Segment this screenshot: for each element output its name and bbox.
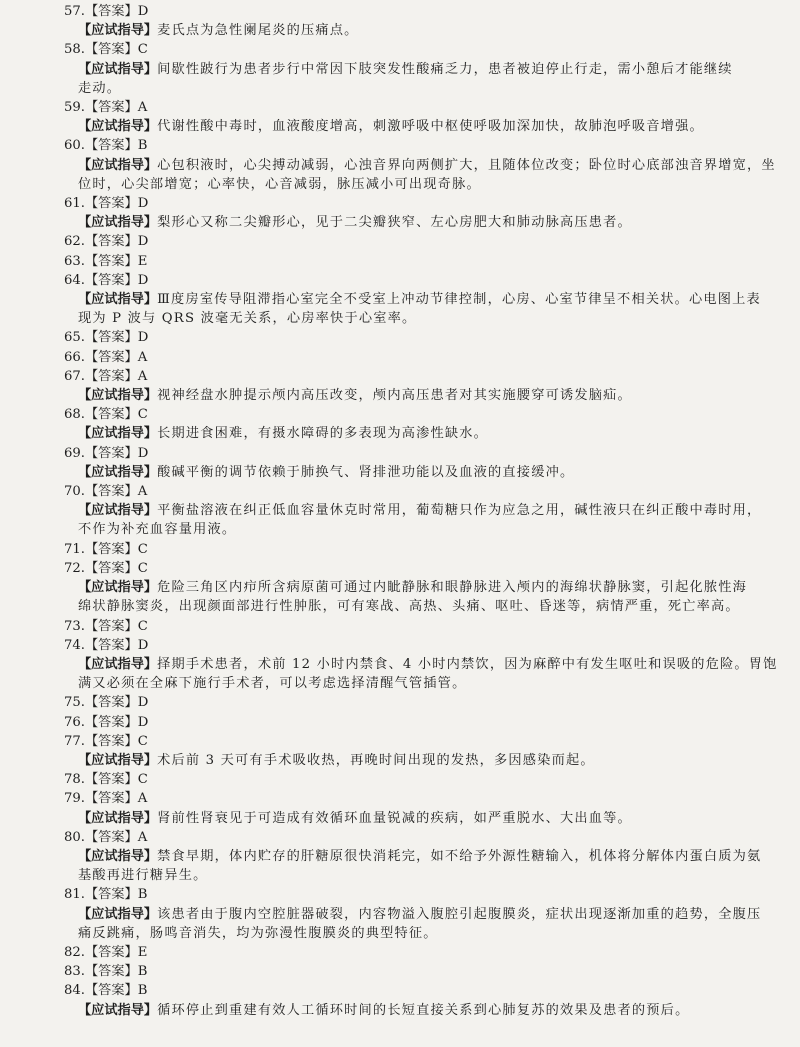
answer-line — [64, 617, 786, 636]
guide-line — [78, 60, 786, 79]
guide-block — [78, 655, 786, 693]
guide-line — [78, 117, 786, 136]
answer-line — [64, 194, 786, 213]
answer-label: 【答案】 — [84, 541, 138, 557]
question-number: 74. — [64, 637, 85, 653]
answer-line — [64, 770, 786, 789]
answer-entry — [64, 348, 786, 367]
guide-label: 【应试指导】 — [78, 848, 158, 864]
question-number: 77. — [64, 733, 85, 749]
guide-label: 【应试指导】 — [78, 580, 158, 596]
answer-label: 【答案】 — [84, 272, 138, 288]
answer-line — [64, 40, 786, 59]
guide-block — [78, 156, 786, 194]
question-number: 68. — [64, 407, 85, 423]
question-number: 67. — [64, 368, 85, 384]
answer-value: A — [137, 100, 148, 116]
answer-value: B — [137, 964, 148, 980]
answer-line — [64, 271, 786, 290]
answer-value: D — [137, 637, 149, 653]
question-number: 60. — [64, 138, 85, 154]
guide-line — [78, 501, 786, 520]
guide-text: 肾前性肾衰见于可造成有效循环血量锐减的疾病，如严重脱水、大出血等。 — [157, 810, 632, 826]
guide-block — [78, 424, 786, 443]
answer-label: 【答案】 — [84, 138, 138, 154]
guide-line — [78, 1001, 786, 1020]
guide-line — [78, 674, 786, 693]
answer-label: 【答案】 — [84, 887, 138, 903]
answer-value: C — [137, 772, 148, 788]
answer-value: C — [137, 560, 148, 576]
answer-label: 【答案】 — [84, 791, 138, 807]
guide-label: 【应试指导】 — [78, 464, 158, 480]
guide-label: 【应试指导】 — [78, 215, 158, 231]
guide-block — [78, 60, 786, 98]
guide-line — [78, 386, 786, 405]
answer-value: B — [137, 138, 148, 154]
guide-block — [78, 847, 786, 885]
guide-block — [78, 290, 786, 328]
answer-label: 【答案】 — [84, 330, 138, 346]
answer-entry — [64, 693, 786, 712]
answer-label: 【答案】 — [84, 964, 138, 980]
answer-value: C — [137, 733, 148, 749]
answer-line — [64, 405, 786, 424]
answer-entry — [64, 540, 786, 559]
answer-value: D — [137, 196, 149, 212]
guide-line — [78, 578, 786, 597]
answer-line — [64, 136, 786, 155]
guide-text: 间歇性跛行为患者步行中常因下肢突发性酸痛乏力，患者被迫停止行走，需小憩后才能继续 — [157, 61, 733, 77]
guide-text: 基酸再进行糖异生。 — [78, 868, 208, 884]
question-number: 59. — [64, 100, 85, 116]
guide-block — [78, 21, 786, 40]
answer-entry — [64, 194, 786, 232]
question-number: 58. — [64, 42, 85, 58]
question-number: 83. — [64, 964, 85, 980]
answer-value: A — [137, 829, 148, 845]
answer-entry — [64, 885, 786, 943]
question-number: 80. — [64, 829, 85, 845]
guide-line — [78, 751, 786, 770]
answer-line — [64, 98, 786, 117]
question-number: 78. — [64, 772, 85, 788]
guide-text: 心包积液时，心尖搏动减弱，心浊音界向两侧扩大，且随体位改变；卧位时心底部浊音界增宽，坐 — [157, 157, 776, 173]
answer-line — [64, 540, 786, 559]
guide-block — [78, 905, 786, 943]
guide-text: 位时，心尖部增宽；心率快，心音减弱，脉压减小可出现奇脉。 — [78, 176, 481, 192]
answer-label: 【答案】 — [84, 407, 138, 423]
guide-line — [78, 520, 786, 539]
question-number: 64. — [64, 272, 85, 288]
answer-entry — [64, 559, 786, 617]
question-number: 76. — [64, 714, 85, 730]
answer-line — [64, 789, 786, 808]
question-number: 57. — [64, 4, 85, 19]
guide-text: 循环停止到重建有效人工循环时间的长短直接关系到心肺复苏的效果及患者的预后。 — [157, 1002, 690, 1018]
guide-text: 酸碱平衡的调节依赖于肺换气、肾排泄功能以及血液的直接缓冲。 — [157, 464, 575, 480]
answer-entry — [64, 789, 786, 827]
answer-entry — [64, 232, 786, 251]
answer-entry — [64, 482, 786, 540]
question-number: 69. — [64, 445, 85, 461]
guide-text: 满又必须在全麻下施行手术者，可以考虑选择清醒气管插管。 — [78, 676, 467, 692]
answer-value: A — [137, 484, 148, 500]
guide-block — [78, 213, 786, 232]
answer-value: D — [137, 4, 149, 19]
answer-line — [64, 636, 786, 655]
answer-line — [64, 981, 786, 1000]
question-number: 73. — [64, 618, 85, 634]
guide-line — [78, 866, 786, 885]
guide-line — [78, 597, 786, 616]
guide-line — [78, 655, 786, 674]
answer-line — [64, 732, 786, 751]
guide-label: 【应试指导】 — [78, 426, 158, 442]
guide-text: 代谢性酸中毒时，血液酸度增高，刺激呼吸中枢使呼吸加深加快，故肺泡呼吸音增强。 — [157, 119, 704, 135]
guide-label: 【应试指导】 — [78, 906, 158, 922]
guide-line — [78, 156, 786, 175]
answer-line — [64, 713, 786, 732]
answer-line — [64, 962, 786, 981]
answer-entry — [64, 732, 786, 770]
answer-entry — [64, 252, 786, 271]
answer-label: 【答案】 — [84, 349, 138, 365]
answer-label: 【答案】 — [84, 100, 138, 116]
answer-entry — [64, 444, 786, 482]
guide-line — [78, 21, 786, 40]
question-number: 61. — [64, 196, 85, 212]
guide-block — [78, 751, 786, 770]
answer-value: D — [137, 234, 149, 250]
guide-text: 禁食早期，体内贮存的肝糖原很快消耗完，如不给予外源性糖输入，机体将分解体内蛋白质为氨 — [157, 848, 762, 864]
question-number: 66. — [64, 349, 85, 365]
guide-label: 【应试指导】 — [78, 119, 158, 135]
guide-label: 【应试指导】 — [78, 1002, 158, 1018]
guide-text: 该患者由于腹内空腔脏器破裂，内容物溢入腹腔引起腹膜炎，症状出现逐渐加重的趋势，全腹压 — [157, 906, 762, 922]
guide-label: 【应试指导】 — [78, 23, 158, 39]
guide-text: 视神经盘水肿提示颅内高压改变，颅内高压患者对其实施腰穿可诱发脑疝。 — [157, 388, 632, 404]
guide-block — [78, 117, 786, 136]
answer-entry — [64, 328, 786, 347]
guide-line — [78, 424, 786, 443]
answer-line — [64, 943, 786, 962]
question-number: 82. — [64, 944, 85, 960]
answer-entry — [64, 617, 786, 636]
guide-text: Ⅲ度房室传导阻滞指心室完全不受室上冲动节律控制，心房、心室节律呈不相关状。心电图上表 — [157, 292, 761, 308]
guide-label: 【应试指导】 — [78, 503, 158, 519]
answer-line — [64, 828, 786, 847]
guide-text: 梨形心又称二尖瓣形心，见于二尖瓣狭窄、左心房肥大和肺动脉高压患者。 — [157, 215, 632, 231]
answer-label: 【答案】 — [84, 637, 138, 653]
answer-entry — [64, 405, 786, 443]
answer-entry — [64, 636, 786, 694]
guide-line — [78, 463, 786, 482]
answer-label: 【答案】 — [84, 772, 138, 788]
answer-label: 【答案】 — [84, 196, 138, 212]
guide-label: 【应试指导】 — [78, 157, 158, 173]
guide-block — [78, 1001, 786, 1020]
answer-entry — [64, 98, 786, 136]
answer-label: 【答案】 — [84, 714, 138, 730]
answer-line — [64, 444, 786, 463]
question-number: 84. — [64, 983, 85, 999]
answer-value: B — [137, 983, 148, 999]
answer-value: D — [137, 445, 149, 461]
answer-value: D — [137, 272, 149, 288]
answer-value: E — [137, 944, 148, 960]
question-number: 71. — [64, 541, 85, 557]
answer-entry — [64, 943, 786, 962]
answer-label: 【答案】 — [84, 234, 138, 250]
answer-line — [64, 348, 786, 367]
guide-text: 术后前 3 天可有手术吸收热，再晚时间出现的发热，多因感染而起。 — [157, 752, 595, 768]
answer-value: A — [137, 368, 148, 384]
guide-line — [78, 905, 786, 924]
answer-value: B — [137, 887, 148, 903]
answer-value: D — [137, 695, 149, 711]
guide-line — [78, 309, 786, 328]
answer-value: D — [137, 714, 149, 730]
answer-label: 【答案】 — [84, 829, 138, 845]
answer-line — [64, 482, 786, 501]
answer-value: C — [137, 42, 148, 58]
answer-entry — [64, 770, 786, 789]
question-number: 79. — [64, 791, 85, 807]
answer-entry — [64, 40, 786, 98]
question-number: 65. — [64, 330, 85, 346]
question-number: 81. — [64, 887, 85, 903]
answer-entry — [64, 981, 786, 1019]
guide-block — [78, 809, 786, 828]
guide-block — [78, 463, 786, 482]
guide-text: 平衡盐溶液在纠正低血容量休克时常用，葡萄糖只作为应急之用，碱性液只在纠正酸中毒时用， — [157, 503, 762, 519]
answer-label: 【答案】 — [84, 560, 138, 576]
question-number: 72. — [64, 560, 85, 576]
guide-text: 麦氏点为急性阑尾炎的压痛点。 — [157, 23, 359, 39]
guide-text: 长期进食困难，有摄水障碍的多表现为高渗性缺水。 — [157, 426, 489, 442]
guide-line — [78, 175, 786, 194]
answer-value: C — [137, 618, 148, 634]
guide-line — [78, 847, 786, 866]
guide-line — [78, 290, 786, 309]
answer-entry — [64, 271, 786, 329]
guide-text: 危险三角区内疖所含病原菌可通过内眦静脉和眼静脉进入颅内的海绵状静脉窦，引起化脓性海 — [157, 580, 748, 596]
guide-text: 绵状静脉窦炎，出现颜面部进行性肿胀，可有寒战、高热、头痛、呕吐、昏迷等，病情严重，死亡率高。 — [78, 599, 740, 615]
guide-label: 【应试指导】 — [78, 388, 158, 404]
answer-line — [64, 559, 786, 578]
answer-line — [64, 885, 786, 904]
answer-label: 【答案】 — [84, 445, 138, 461]
answer-line — [64, 328, 786, 347]
answer-line — [64, 232, 786, 251]
answer-label: 【答案】 — [84, 42, 138, 58]
answer-label: 【答案】 — [84, 618, 138, 634]
answer-value: E — [137, 253, 148, 269]
question-number: 70. — [64, 484, 85, 500]
guide-text: 走动。 — [78, 80, 122, 96]
answer-label: 【答案】 — [84, 484, 138, 500]
guide-text: 现为 P 波与 QRS 波毫无关系，心房率快于心室率。 — [78, 311, 417, 327]
answer-value: C — [137, 407, 148, 423]
answer-value: C — [137, 541, 148, 557]
guide-label: 【应试指导】 — [78, 61, 158, 77]
guide-block — [78, 578, 786, 616]
answer-label: 【答案】 — [84, 983, 138, 999]
answer-entry — [64, 828, 786, 886]
guide-label: 【应试指导】 — [78, 656, 158, 672]
answer-label: 【答案】 — [84, 695, 138, 711]
answer-line — [64, 367, 786, 386]
guide-line — [78, 213, 786, 232]
answer-label: 【答案】 — [84, 944, 138, 960]
guide-line — [78, 924, 786, 943]
guide-text: 不作为补充血容量用液。 — [78, 522, 237, 538]
answer-entry — [64, 136, 786, 194]
guide-label: 【应试指导】 — [78, 810, 158, 826]
guide-block — [78, 386, 786, 405]
guide-text: 择期手术患者，术前 12 小时内禁食、4 小时内禁饮，因为麻醉中有发生呕吐和误吸的危险。胃饱 — [157, 656, 778, 672]
answer-label: 【答案】 — [84, 733, 138, 749]
answer-entry — [64, 367, 786, 405]
guide-line — [78, 809, 786, 828]
answer-line — [64, 693, 786, 712]
answer-label: 【答案】 — [84, 4, 138, 19]
question-number: 62. — [64, 234, 85, 250]
guide-block — [78, 501, 786, 539]
guide-label: 【应试指导】 — [78, 752, 158, 768]
answer-entry — [64, 2, 786, 40]
answer-label: 【答案】 — [84, 368, 138, 384]
answer-entry — [64, 713, 786, 732]
guide-line — [78, 79, 786, 98]
answer-list — [64, 2, 786, 1020]
answer-line — [64, 2, 786, 21]
answer-line — [64, 252, 786, 271]
answer-value: D — [137, 330, 149, 346]
answer-entry — [64, 962, 786, 981]
question-number: 75. — [64, 695, 85, 711]
guide-label: 【应试指导】 — [78, 292, 158, 308]
answer-value: A — [137, 349, 148, 365]
answer-label: 【答案】 — [84, 253, 138, 269]
question-number: 63. — [64, 253, 85, 269]
guide-text: 痛反跳痛，肠鸣音消失，均为弥漫性腹膜炎的典型特征。 — [78, 925, 438, 941]
answer-value: A — [137, 791, 148, 807]
